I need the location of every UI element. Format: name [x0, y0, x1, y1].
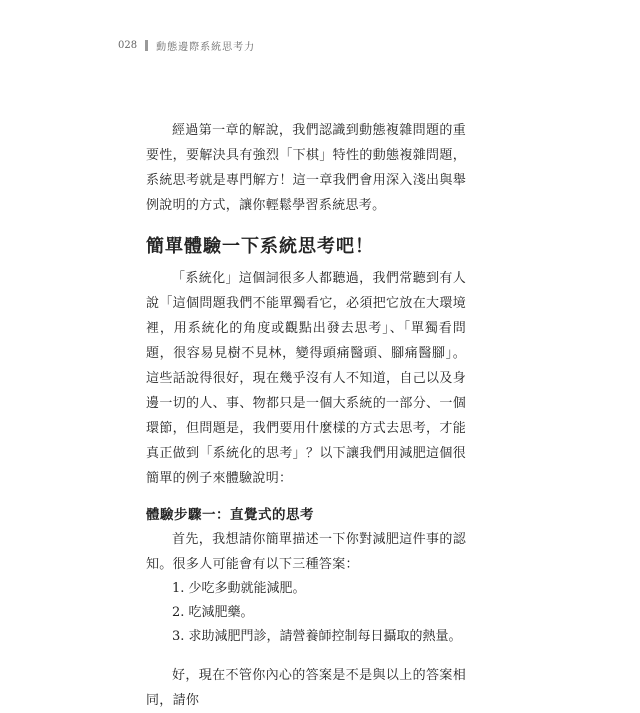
intro-paragraph: 經過第一章的解說，我們認識到動態複雜問題的重要性，要解決具有強烈「下棋」特性的動態複雜問題，系統思考就是專門解方！這一章我們會用深入淺出與舉例說明的方式，讓你輕鬆學習系統思考。 — [146, 123, 466, 213]
body-paragraph: 「系統化」這個詞很多人都聽過，我們常聽到有人說「這個問題我們不能單獨看它，必須把它放在大環境裡，用系統化的角度或觀點出發去思考」、「單獨看問題，很容易見樹不見林，變得頭痛醫頭、腳痛醫腳」。這些話說得很好，現在幾乎沒有人不知道，自己以及身邊一切的人、事、物都只是一個大系統的一部分、一個環節，但問題是，我們要用什麼樣的方式去思考，才能真正做到「系統化的思考」？以下讓我們用減肥這個很簡單的例子來體驗說明： — [146, 271, 466, 486]
book-title: 動態邊際系統思考力 — [156, 42, 256, 53]
list-item: 2. 吃減肥藥。 — [172, 605, 254, 620]
answer-list — [146, 577, 466, 649]
spacer — [146, 649, 466, 663]
running-header — [118, 38, 255, 53]
header-divider — [145, 40, 148, 51]
list-item: 1. 少吃多動就能減肥。 — [172, 581, 306, 596]
closing-paragraph: 好，現在不管你內心的答案是不是與以上的答案相同，請你 — [146, 668, 466, 708]
page-body — [146, 118, 466, 713]
step-paragraph: 首先，我想請你簡單描述一下你對減肥這件事的認知。很多人可能會有以下三種答案： — [146, 532, 466, 572]
section-heading: 簡單體驗一下系統思考吧！ — [146, 236, 374, 257]
step-subheading: 體驗步驟一：直覺式的思考 — [146, 507, 314, 523]
page-number: 028 — [118, 40, 138, 51]
list-item: 3. 求助減肥門診，請營養師控制每日攝取的熱量。 — [172, 629, 462, 644]
